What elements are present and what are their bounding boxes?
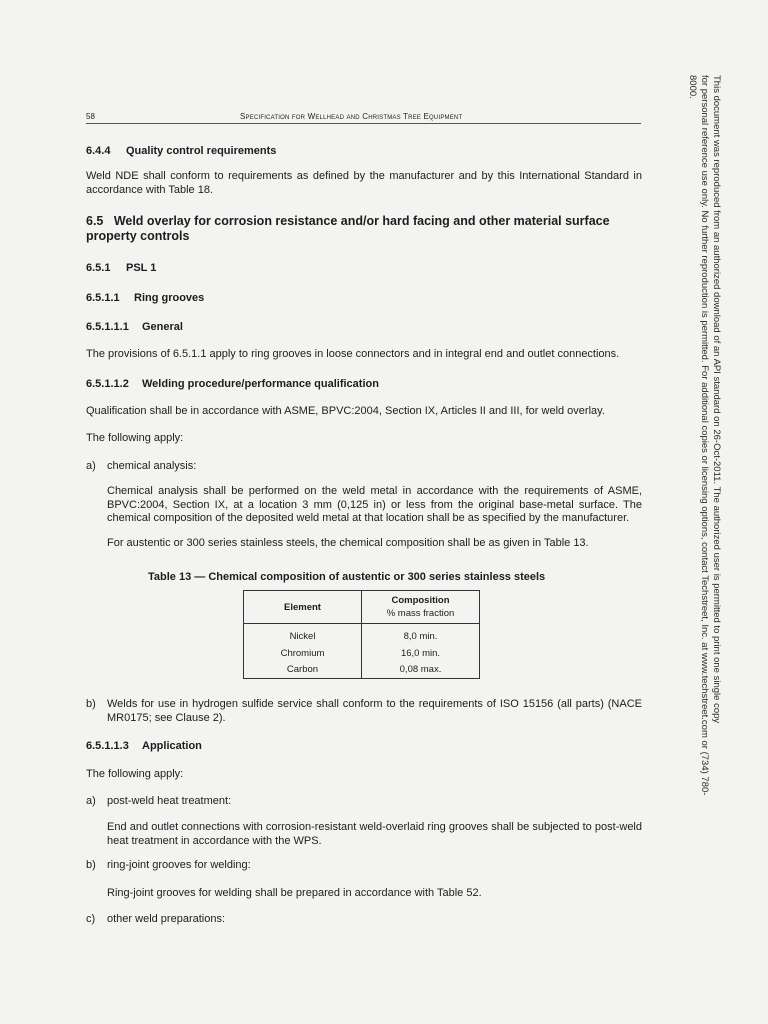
paragraph-6-5-1-1-1: The provisions of 6.5.1.1 apply to ring grooves in loose connectors and in integral end and outlet connections. [86,348,620,360]
section-number: 6.5.1.1.3 [86,740,129,752]
section-number: 6.4.4 [86,145,111,157]
section-6-5-1-1-1-heading [86,321,183,333]
paragraph-qualification: Qualification shall be in accordance with ASME, BPVC:2004, Section IX, Articles II and III, for weld overlay. [86,405,605,417]
list-marker: b) [86,859,96,871]
list-item-a [86,460,642,474]
section-number: 6.5.1 [86,262,111,274]
sidenote-line-2: for personal reference use only. No further reproduction is permitted. For additional copies or licensing options, contact Techstreet, Inc. at www.techstreet.com or (734) 780-8000. [687,75,710,796]
section-6-5-1-1-2-heading [86,378,379,390]
paragraph-following-apply: The following apply: [86,432,184,444]
section-6-5-1-1-heading [86,292,204,304]
column-header-unit: % mass fraction [386,608,455,619]
cell-composition: 16,0 min. [362,646,480,662]
application-item-b [86,859,642,873]
table-13 [243,590,480,679]
section-number: 6.5.1.1.1 [86,321,129,333]
section-number: 6.5.1.1 [86,292,120,304]
cell-element: Carbon [244,662,362,679]
list-text: ring-joint grooves for welding: [107,859,251,871]
application-item-a [86,795,642,809]
table-row [244,662,480,679]
cell-composition: 0,08 max. [362,662,480,679]
section-title: PSL 1 [126,262,157,274]
list-marker: a) [86,795,96,807]
list-text: Welds for use in hydrogen sulfide service shall conform to the requirements of ISO 15156 (all parts) (NACE MR0175; see Clause 2). [107,698,642,724]
cell-element: Chromium [244,646,362,662]
section-title: Welding procedure/performance qualification [142,378,379,390]
section-6-5-1-heading [86,262,156,274]
table-13-caption: Table 13 — Chemical composition of austentic or 300 series stainless steels [148,571,546,583]
paragraph-following-apply-2: The following apply: [86,768,184,780]
section-6-5-heading [86,214,646,244]
cell-composition: 8,0 min. [362,624,480,647]
list-item-b [86,698,642,725]
paragraph-post-weld: End and outlet connections with corrosion-resistant weld-overlaid ring grooves shall be subjected to post-weld heat treatment in accordance with the WPS. [107,821,642,847]
table-row [244,646,480,662]
cell-element: Nickel [244,624,362,647]
section-6-5-1-1-3-heading [86,740,202,752]
copyright-sidenote [687,75,722,805]
section-title: Application [142,740,202,752]
list-marker: c) [86,913,96,925]
section-6-4-4-heading [86,145,276,157]
section-number: 6.5 [86,214,104,228]
list-marker: b) [86,698,96,710]
paragraph-chemical-analysis: Chemical analysis shall be performed on the weld metal in accordance with the requirements of ASME, BPVC:2004, Section IX, at a location 3 mm (0,125 in) or less from the original base-metal surface. The chemical composition of the deposited weld metal at that location shall be as specified by the manufacturer. [107,485,642,524]
column-header-composition [362,591,480,624]
table-row [244,624,480,647]
list-text: chemical analysis: [107,460,197,472]
paragraph-6-4-4: Weld NDE shall conform to requirements as defined by the manufacturer and by this International Standard in accordance with Table 18. [86,170,642,196]
application-item-c [86,913,642,927]
section-title: General [142,321,183,333]
section-title: Quality control requirements [126,145,277,157]
header-rule [86,123,641,124]
running-header: Specification for Wellhead and Christmas Tree Equipment [240,112,463,121]
list-text: other weld preparations: [107,913,226,925]
paragraph-ring-joint: Ring-joint grooves for welding shall be prepared in accordance with Table 52. [107,887,482,899]
paragraph-austentic: For austentic or 300 series stainless steels, the chemical composition shall be as given in Table 13. [107,537,589,549]
section-number: 6.5.1.1.2 [86,378,129,390]
column-header-line: Composition [391,595,450,606]
section-title: Weld overlay for corrosion resistance and/or hard facing and other material surface property controls [86,214,610,243]
table-header-row [244,591,480,624]
list-text: post-weld heat treatment: [107,795,232,807]
section-title: Ring grooves [134,292,205,304]
list-marker: a) [86,460,96,472]
page-number: 58 [86,112,95,121]
column-header-element: Element [244,591,362,624]
sidenote-line-1: This document was reproduced from an authorized download of an API standard on 26-Oct-2011. The authorized user is permitted to print one single copy [711,75,722,724]
